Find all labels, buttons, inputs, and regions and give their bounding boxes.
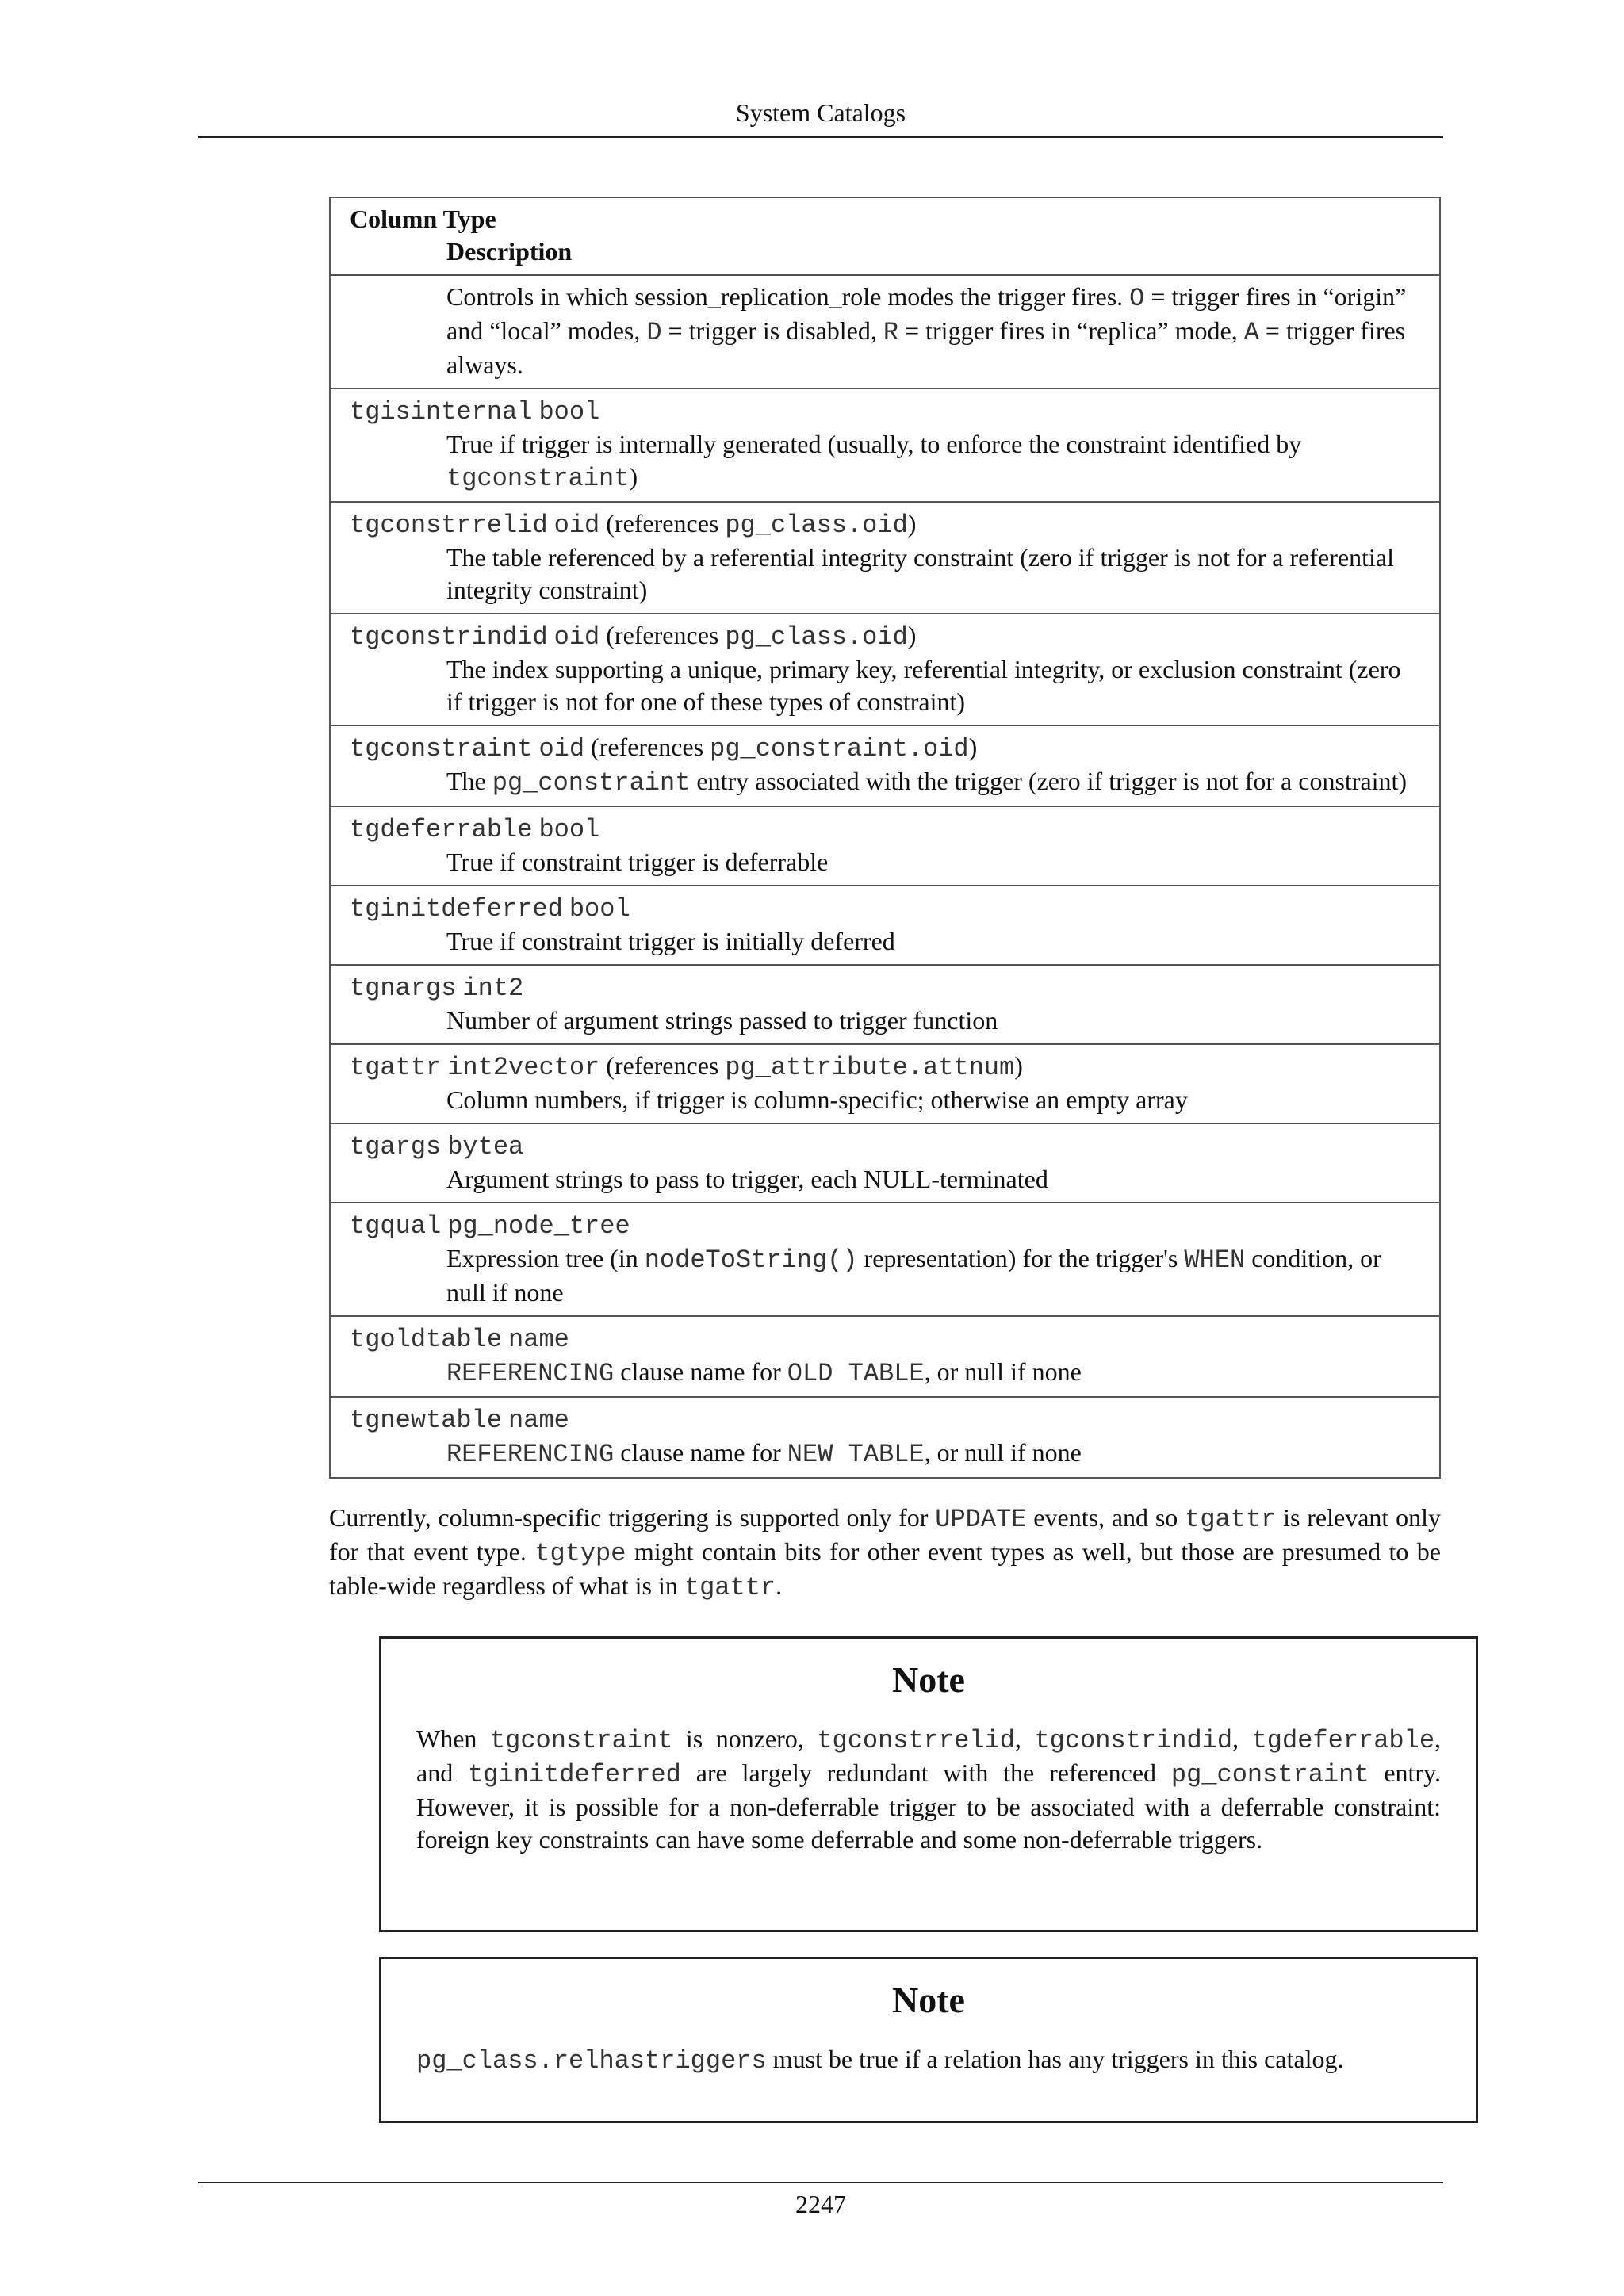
code-run: WHEN xyxy=(1184,1246,1246,1275)
footer-rule xyxy=(198,2182,1443,2183)
text-run: , or null if none xyxy=(924,1438,1082,1467)
column-signature xyxy=(350,970,1420,1004)
reference-prefix: (references xyxy=(599,509,726,538)
text-run: , xyxy=(1014,1724,1035,1753)
code-run: tginitdeferred xyxy=(468,1760,681,1789)
code-run: tgattr xyxy=(1185,1505,1277,1534)
table-row xyxy=(331,274,1439,388)
text-run: Currently, column-specific triggering is supported only for xyxy=(329,1503,936,1532)
code-run: tgconstrrelid xyxy=(817,1726,1015,1755)
table-row xyxy=(331,1396,1439,1477)
table-row xyxy=(331,964,1439,1043)
catalog-columns-table xyxy=(329,197,1441,1479)
page-number: 2247 xyxy=(795,2190,846,2218)
column-name: tgnargs xyxy=(350,974,457,1003)
code-run: tgdeferrable xyxy=(1251,1726,1435,1755)
row-description xyxy=(350,653,1420,718)
reference-prefix: (references xyxy=(584,733,710,761)
text-run: = trigger fires in “replica” mode, xyxy=(898,316,1244,345)
column-name: tgnewtable xyxy=(350,1406,503,1435)
column-signature xyxy=(350,507,1420,541)
column-type: oid xyxy=(553,622,600,652)
text-run: True if constraint trigger is initially deferred xyxy=(446,927,895,955)
table-row xyxy=(331,501,1439,613)
column-type: bool xyxy=(538,397,600,427)
text-run: = trigger fires always. xyxy=(446,316,1406,379)
table-row xyxy=(331,613,1439,725)
text-run: , or null if none xyxy=(924,1357,1082,1386)
code-run: tgtype xyxy=(534,1539,626,1568)
row-description xyxy=(350,1084,1420,1116)
reference-target: pg_class.oid xyxy=(725,622,908,652)
table-row xyxy=(331,1202,1439,1315)
text-run: entry associated with the trigger (zero if trigger is not for a constraint) xyxy=(690,767,1408,795)
column-name: tgconstrindid xyxy=(350,622,548,652)
body-paragraph xyxy=(329,1502,1441,1604)
code-run: pg_constraint xyxy=(1170,1760,1369,1789)
column-type: oid xyxy=(553,511,600,540)
code-run: REFERENCING xyxy=(446,1440,615,1469)
column-signature xyxy=(350,1129,1420,1163)
column-type: int2 xyxy=(462,974,524,1003)
code-run: O xyxy=(1129,284,1145,313)
note-box xyxy=(379,1957,1478,2123)
row-description xyxy=(350,846,1420,878)
row-description xyxy=(350,1004,1420,1037)
column-type: bytea xyxy=(447,1132,524,1161)
column-name: tgconstrrelid xyxy=(350,511,548,540)
column-signature xyxy=(350,1208,1420,1242)
text-run: is relevant only for that event type. xyxy=(329,1503,1442,1566)
code-run: tgconstrindid xyxy=(1034,1726,1233,1755)
table-row xyxy=(331,1123,1439,1202)
row-description xyxy=(350,1356,1420,1390)
table-row xyxy=(331,725,1439,806)
note-box xyxy=(379,1636,1478,1932)
text-run: = trigger fires in “origin” and “local” modes, xyxy=(446,282,1407,345)
code-run: tgattr xyxy=(684,1573,776,1602)
column-name: tgattr xyxy=(350,1053,442,1082)
text-run: representation) for the trigger's xyxy=(857,1244,1185,1272)
column-name: tgoldtable xyxy=(350,1325,503,1354)
column-name: tgargs xyxy=(350,1132,442,1161)
code-run: tgconstraint xyxy=(446,464,630,493)
row-description xyxy=(350,925,1420,958)
text-run: True if trigger is internally generated (usually, to enforce the constraint identified by xyxy=(446,430,1302,458)
text-run: clause name for xyxy=(614,1438,787,1467)
row-description xyxy=(350,765,1420,799)
note-title: Note xyxy=(892,1659,965,1700)
column-signature xyxy=(350,812,1420,846)
text-run: The index supporting a unique, primary key, referential integrity, or exclusion constraint (zero if trigger is not for one of these types of constraint) xyxy=(446,655,1401,716)
reference-suffix: ) xyxy=(968,733,978,761)
column-signature xyxy=(350,1050,1420,1084)
column-type: int2vector xyxy=(447,1053,600,1082)
code-run: nodeToString() xyxy=(644,1246,858,1275)
text-run: When xyxy=(416,1724,490,1753)
code-run: tgconstraint xyxy=(489,1726,673,1755)
table-row xyxy=(331,388,1439,501)
column-type: bool xyxy=(538,815,600,844)
table-row xyxy=(331,806,1439,885)
text-run: are largely redundant with the referenced xyxy=(680,1758,1171,1787)
row-description xyxy=(350,1437,1420,1471)
reference-target: pg_constraint.oid xyxy=(710,734,969,763)
table-row xyxy=(331,1315,1439,1396)
reference-target: pg_class.oid xyxy=(725,511,908,540)
text-run: Argument strings to pass to trigger, each NULL-terminated xyxy=(446,1165,1048,1193)
row-description xyxy=(350,281,1420,381)
column-signature xyxy=(350,619,1420,653)
reference-suffix: ) xyxy=(1014,1051,1023,1080)
row-description xyxy=(350,1163,1420,1196)
table-header-row xyxy=(331,198,1439,274)
reference-prefix: (references xyxy=(599,1051,726,1080)
code-run: NEW TABLE xyxy=(787,1440,925,1469)
text-run: = trigger is disabled, xyxy=(661,316,883,345)
note-title: Note xyxy=(892,1980,965,2020)
text-run: ) xyxy=(629,462,638,491)
code-run: OLD TABLE xyxy=(787,1359,925,1388)
text-run: must be true if a relation has any triggers in this catalog. xyxy=(766,2045,1344,2073)
column-name: tgdeferrable xyxy=(350,815,533,844)
text-run: events, and so xyxy=(1026,1503,1185,1532)
column-type: name xyxy=(508,1406,569,1435)
row-description xyxy=(350,541,1420,607)
code-run: UPDATE xyxy=(935,1505,1027,1534)
column-type: name xyxy=(508,1325,569,1354)
text-run: entry. However, it is possible for a non-deferrable trigger to be associated with a deferrable constraint: foreign key constraints can have some deferrable and some non-deferrable triggers. xyxy=(416,1758,1442,1854)
text-run: Controls in which session_replication_role modes the trigger fires. xyxy=(446,282,1130,311)
code-run: A xyxy=(1243,318,1259,347)
reference-suffix: ) xyxy=(907,509,917,538)
table-row xyxy=(331,885,1439,964)
row-description xyxy=(350,428,1420,495)
reference-prefix: (references xyxy=(599,621,726,649)
text-run: The table referenced by a referential integrity constraint (zero if trigger is not for a referential integrity constraint) xyxy=(446,543,1394,604)
column-name: tginitdeferred xyxy=(350,894,563,924)
text-run: , and xyxy=(416,1724,1442,1787)
column-type: oid xyxy=(538,734,585,763)
text-run: , xyxy=(1232,1724,1252,1753)
text-run: clause name for xyxy=(614,1357,787,1386)
column-type: bool xyxy=(569,894,630,924)
note-body xyxy=(416,1723,1441,1856)
column-signature xyxy=(350,1322,1420,1356)
text-run: is nonzero, xyxy=(672,1724,818,1753)
running-header: System Catalogs xyxy=(735,98,906,127)
code-run: pg_constraint xyxy=(492,768,691,798)
table-row xyxy=(331,1043,1439,1123)
column-type: pg_node_tree xyxy=(447,1211,630,1241)
row-description xyxy=(350,1242,1420,1309)
column-name: tgisinternal xyxy=(350,397,533,427)
header-rule xyxy=(198,136,1443,138)
text-run: Number of argument strings passed to trigger function xyxy=(446,1006,998,1035)
code-run: D xyxy=(646,318,662,347)
text-run: The xyxy=(446,767,492,795)
column-signature xyxy=(350,891,1420,925)
text-run: condition, or null if none xyxy=(446,1244,1381,1307)
column-signature xyxy=(350,731,1420,765)
code-run: REFERENCING xyxy=(446,1359,615,1388)
description-heading: Description xyxy=(446,237,573,266)
text-run: True if constraint trigger is deferrable xyxy=(446,848,829,876)
text-run: might contain bits for other event types as well, but those are presumed to be table-wide regardless of what is in xyxy=(329,1537,1442,1600)
column-signature xyxy=(350,394,1420,428)
text-run: . xyxy=(776,1571,783,1600)
reference-suffix: ) xyxy=(907,621,917,649)
code-run: R xyxy=(883,318,899,347)
note-body xyxy=(416,2043,1441,2077)
text-run: Expression tree (in xyxy=(446,1244,645,1272)
column-name: tgconstraint xyxy=(350,734,533,763)
reference-target: pg_attribute.attnum xyxy=(725,1053,1015,1082)
column-name: tgqual xyxy=(350,1211,442,1241)
code-run: pg_class.relhastriggers xyxy=(416,2046,767,2076)
column-type-heading: Column Type xyxy=(350,205,496,233)
column-signature xyxy=(350,1402,1420,1437)
text-run: Column numbers, if trigger is column-specific; otherwise an empty array xyxy=(446,1085,1188,1114)
